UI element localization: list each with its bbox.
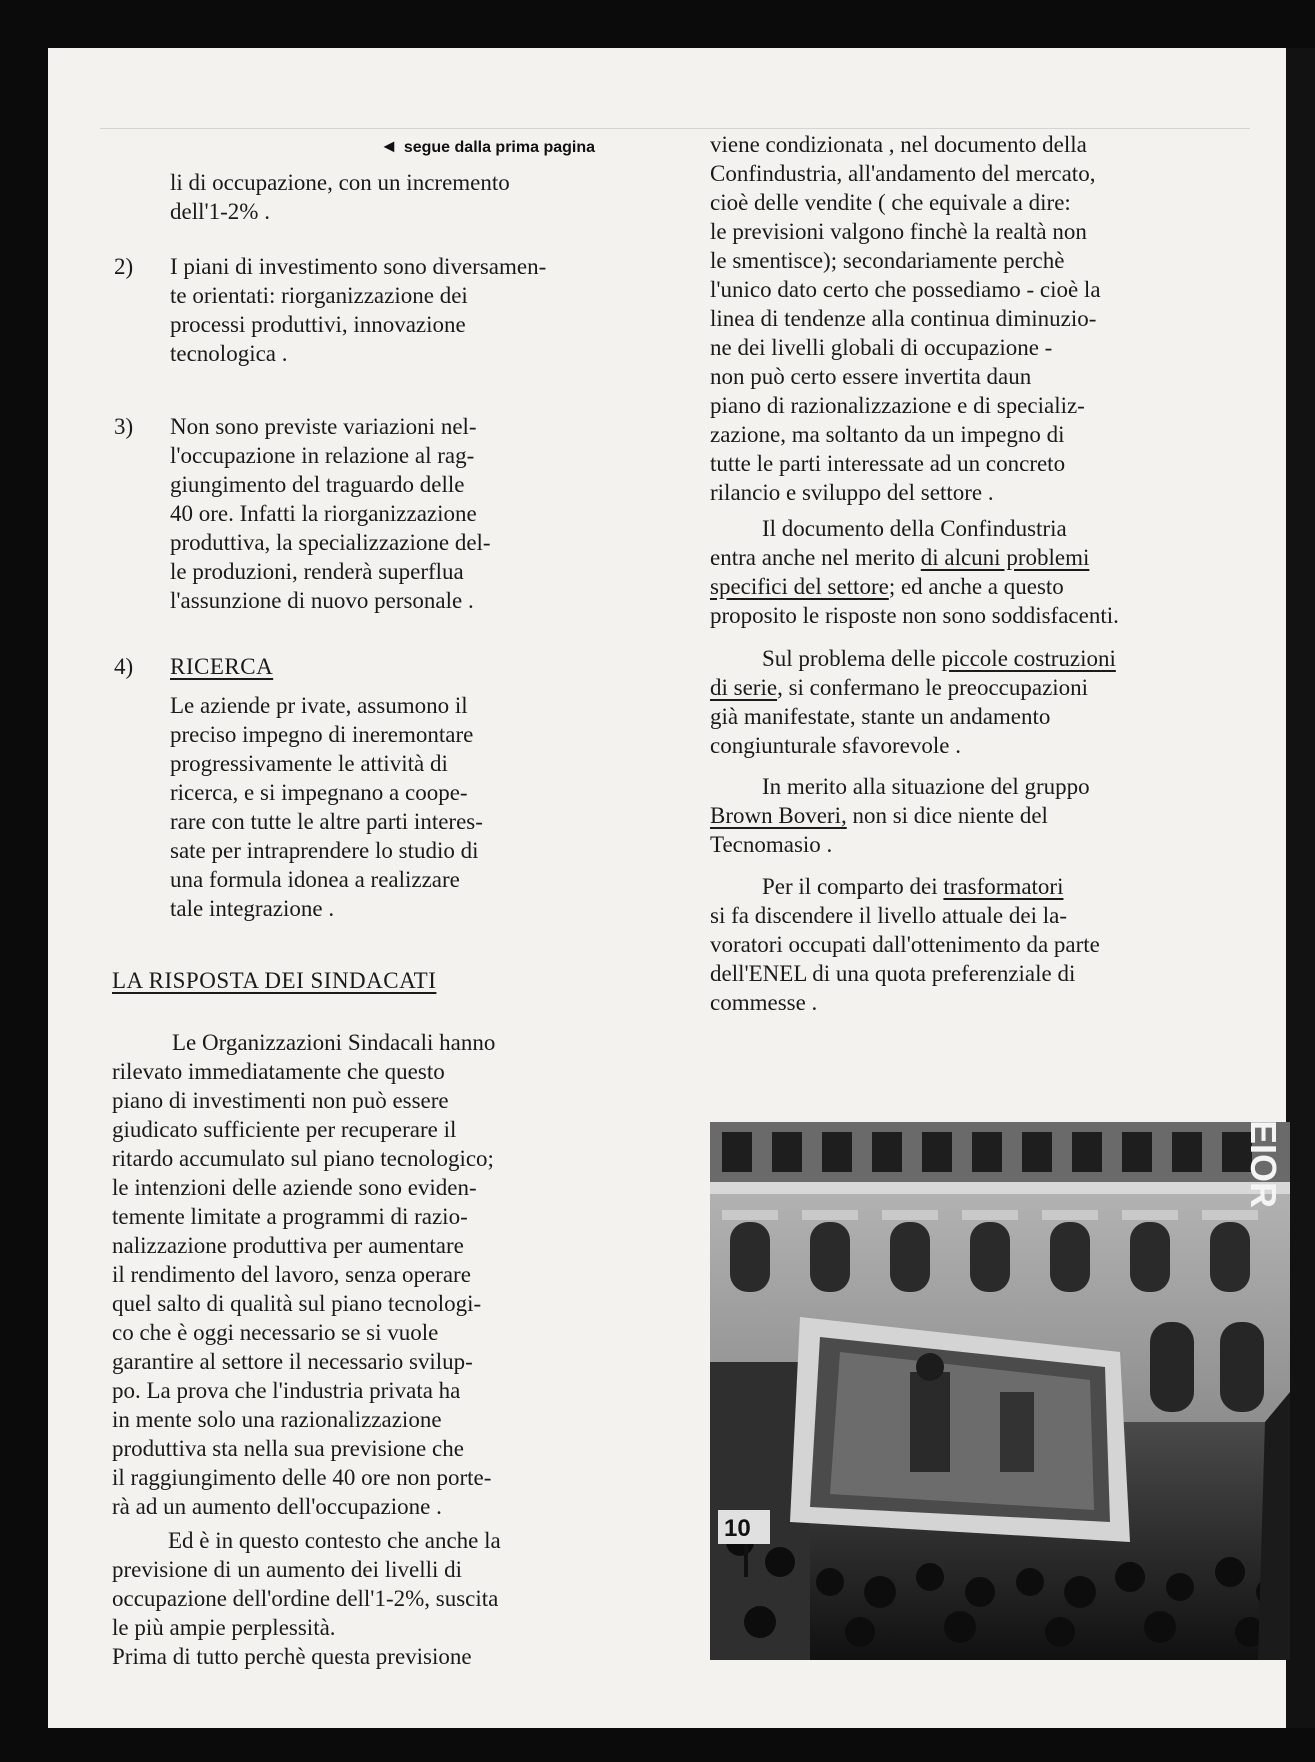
text-line: Non sono previste variazioni nel- xyxy=(170,414,477,439)
paragraph-trasformatori xyxy=(710,872,1280,1017)
text-line: ricerca, e si impegnano a coope- xyxy=(170,780,468,805)
text-line: I piani di investimento sono diversamen- xyxy=(170,254,547,279)
text-line: Confindustria, all'andamento del mercato, xyxy=(710,161,1096,186)
text-line: Sul problema delle piccole costruzioni xyxy=(762,646,1116,671)
text-line: l'assunzione di nuovo personale . xyxy=(170,588,474,613)
text-line: rà ad un aumento dell'occupazione . xyxy=(112,1494,442,1519)
text-line: li di occupazione, con un incremento xyxy=(170,170,510,195)
text-line: Le Organizzazioni Sindacali hanno xyxy=(172,1030,496,1055)
photo-sign-text: 10 xyxy=(724,1515,751,1542)
text-line: co che è oggi necessario se si vuole xyxy=(112,1320,439,1345)
text-line: di serie, si confermano le preoccupazioni xyxy=(710,675,1089,700)
text-line: giudicato sufficiente per recuperare il xyxy=(112,1117,457,1142)
paragraph-brown-boveri xyxy=(710,772,1280,859)
text-line: linea di tendenze alla continua diminuzio- xyxy=(710,306,1097,331)
faint-rule xyxy=(100,128,1250,129)
text-line: previsione di un aumento dei livelli di xyxy=(112,1557,463,1582)
text-line: rilevato immediatamente che questo xyxy=(112,1059,445,1084)
text-line: produttiva, la specializzazione del- xyxy=(170,530,491,555)
text-line: piano di razionalizzazione e di specializ- xyxy=(710,393,1085,418)
text-line: piano di investimenti non può essere xyxy=(112,1088,449,1113)
continuation-note: ◄ segue dalla prima pagina xyxy=(380,136,595,156)
text-line: Le aziende pr ivate, assumono il xyxy=(170,693,468,718)
text-line: occupazione dell'ordine dell'1-2%, suscita xyxy=(112,1586,499,1611)
paragraph-documento xyxy=(710,514,1280,630)
text-line: temente limitate a programmi di razio- xyxy=(112,1204,468,1229)
text-line: ritardo accumulato sul piano tecnologico; xyxy=(112,1146,494,1171)
text-line: l'unico dato certo che possediamo - cioè la xyxy=(710,277,1101,302)
protest-photo xyxy=(710,1122,1290,1660)
text-line: in mente solo una razionalizzazione xyxy=(112,1407,442,1432)
text-line: si fa discendere il livello attuale dei la- xyxy=(710,903,1067,928)
risposta-sindacati-heading: LA RISPOSTA DEI SINDACATI xyxy=(112,968,437,993)
photo-illustration xyxy=(710,1122,1290,1660)
text-line: Per il comparto dei trasformatori xyxy=(762,874,1064,899)
text-line: congiunturale sfavorevole . xyxy=(710,733,961,758)
text-line: specifici del settore; ed anche a questo xyxy=(710,574,1064,599)
text-line: viene condizionata , nel documento della xyxy=(710,132,1087,157)
text-line: entra anche nel merito di alcuni problemi xyxy=(710,545,1090,570)
text-line: processi produttivi, innovazione xyxy=(170,312,466,337)
arrow-left-icon: ◄ xyxy=(380,136,398,156)
paragraph-sindacati xyxy=(112,1028,692,1521)
text-line: rare con tutte le altre parti interes- xyxy=(170,809,483,834)
text-line: Il documento della Confindustria xyxy=(762,516,1067,541)
page-edge-shadow xyxy=(1286,48,1315,1728)
text-line: le produzioni, renderà superflua xyxy=(170,559,464,584)
text-line: commesse . xyxy=(710,990,818,1015)
text-line: Ed è in questo contesto che anche la xyxy=(168,1528,501,1553)
text-line: dell'ENEL di una quota preferenziale di xyxy=(710,961,1076,986)
text-line: ne dei livelli globali di occupazione - xyxy=(710,335,1053,360)
item-number: 2) xyxy=(114,254,134,279)
page-edge-text: EIOR xyxy=(1243,1120,1284,1209)
text-line: quel salto di qualità sul piano tecnologi- xyxy=(112,1291,482,1316)
ricerca-heading: RICERCA xyxy=(170,654,274,679)
text-line: tale integrazione . xyxy=(170,896,335,921)
text-line: Brown Boveri, non si dice niente del xyxy=(710,803,1048,828)
text-line: garantire al settore il necessario svilup- xyxy=(112,1349,473,1374)
text-line: tecnologica . xyxy=(170,341,288,366)
text-line: nalizzazione produttiva per aumentare xyxy=(112,1233,464,1258)
item-number: 4) xyxy=(114,654,134,679)
text-line: proposito le risposte non sono soddisfacenti. xyxy=(710,603,1119,628)
text-line: l'occupazione in relazione al rag- xyxy=(170,443,475,468)
text-line: progressivamente le attività di xyxy=(170,751,448,776)
text-line: Tecnomasio . xyxy=(710,832,833,857)
paragraph-contesto xyxy=(112,1526,692,1671)
paragraph-piccole-costruzioni xyxy=(710,644,1280,760)
text-line: le previsioni valgono finchè la realtà non xyxy=(710,219,1087,244)
text-line: rilancio e sviluppo del settore . xyxy=(710,480,994,505)
text-line: 40 ore. Infatti la riorganizzazione xyxy=(170,501,477,526)
text-line: zazione, ma soltanto da un impegno di xyxy=(710,422,1065,447)
text-line: Prima di tutto perchè questa previsione xyxy=(112,1644,472,1669)
text-line: il raggiungimento delle 40 ore non porte- xyxy=(112,1465,492,1490)
text-line: dell'1-2% . xyxy=(170,199,270,224)
section-heading xyxy=(112,966,436,995)
text-line: voratori occupati dall'ottenimento da parte xyxy=(710,932,1100,957)
item-number: 3) xyxy=(114,414,134,439)
text-line: una formula idonea a realizzare xyxy=(170,867,460,892)
text-line: non può certo essere invertita daun xyxy=(710,364,1032,389)
paragraph-condizionata xyxy=(710,130,1270,507)
text-line: già manifestate, stante un andamento xyxy=(710,704,1051,729)
text-line: il rendimento del lavoro, senza operare xyxy=(112,1262,471,1287)
text-line: le intenzioni delle aziende sono eviden- xyxy=(112,1175,477,1200)
text-line: giungimento del traguardo delle xyxy=(170,472,465,497)
text-line: sate per intraprendere lo studio di xyxy=(170,838,479,863)
text-line: preciso impegno di ineremontare xyxy=(170,722,474,747)
text-line: po. La prova che l'industria privata ha xyxy=(112,1378,461,1403)
text-line: te orientati: riorganizzazione dei xyxy=(170,283,468,308)
text-line: le più ampie perplessità. xyxy=(112,1615,336,1640)
text-line: produttiva sta nella sua previsione che xyxy=(112,1436,464,1461)
text-line: tutte le parti interessate ad un concreto xyxy=(710,451,1066,476)
text-line: le smentisce); secondariamente perchè xyxy=(710,248,1065,273)
text-line: In merito alla situazione del gruppo xyxy=(762,774,1090,799)
intro-text xyxy=(170,168,690,226)
text-line: cioè delle vendite ( che equivale a dire: xyxy=(710,190,1071,215)
